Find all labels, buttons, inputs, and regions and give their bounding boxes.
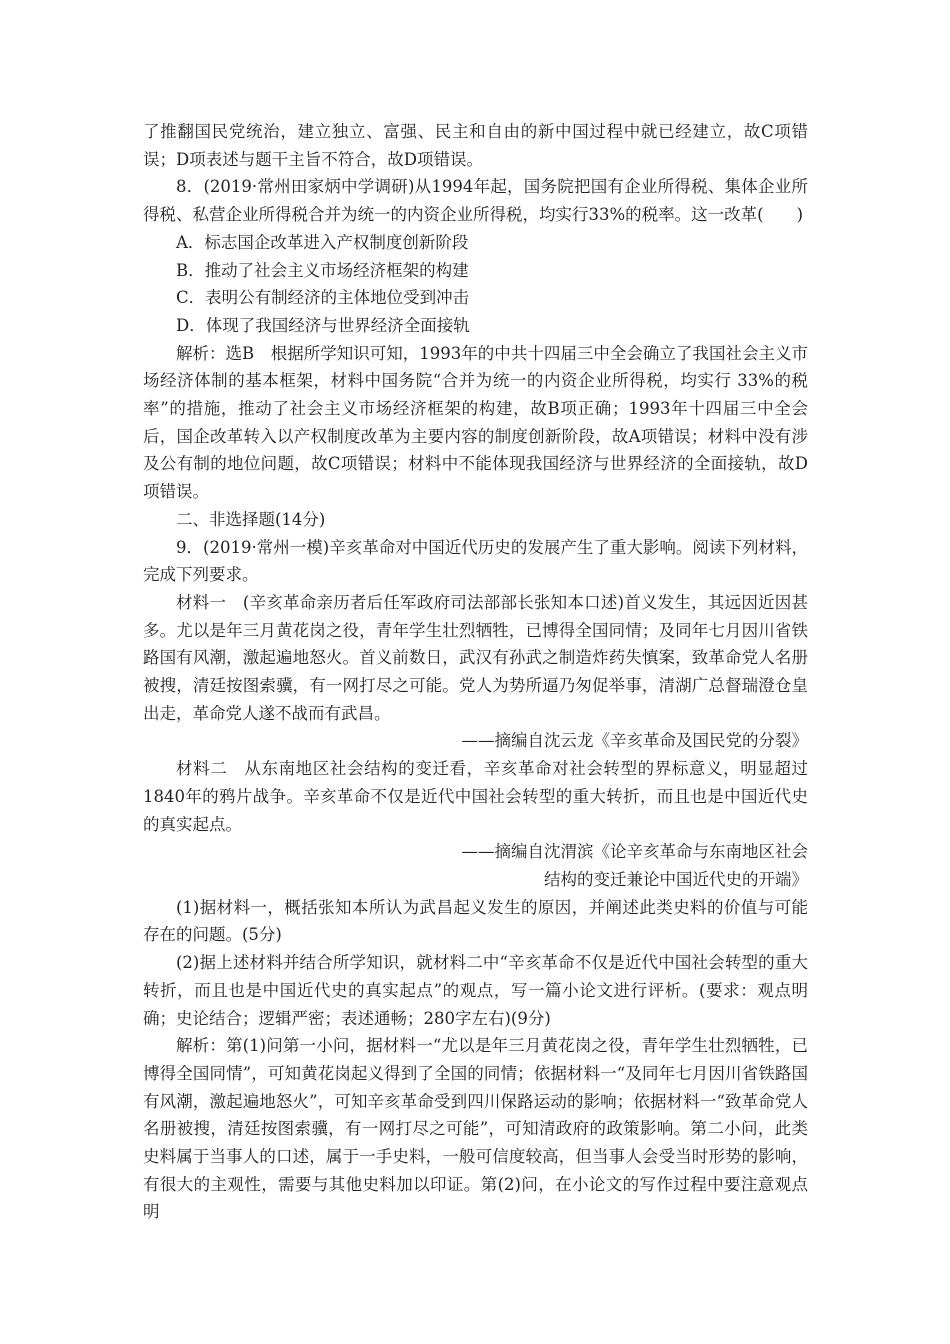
material-one-source: ——摘编自沈云龙《辛亥革命及国民党的分裂》	[461, 731, 808, 751]
option-c: C．表明公有制经济的主体地位受到冲击	[176, 288, 470, 308]
question-9-stem: 9．(2019·常州一模)辛亥革命对中国近代历史的发展产生了重大影响。阅读下列材料，完成下列要求。	[143, 537, 808, 585]
question-8-analysis: 解析：选B 根据所学知识可知，1993年的中共十四届三中全会确立了我国社会主义市场经济体制的基本框架，材料中国务院“合并为统一的内资企业所得税，均实行 33%的税率”的措施，推动了社会主义市场经济框架的构建，故B项正确；1993年十四届三中全会后，国企改革转入以产权制度改革为主要内容的制度创新阶段，故A项错误；材料中没有涉及公有制的地位问题，故C项错误；材料中不能体现我国经济与世界经济的全面接轨，故D项错误。	[143, 343, 808, 502]
option-d: D．体现了我国经济与世界经济全面接轨	[176, 315, 470, 335]
option-a: A．标志国企改革进入产权制度创新阶段	[176, 232, 469, 252]
question-9-part-1: (1)据材料一，概括张知本所认为武昌起义发生的原因，并阐述此类史料的价值与可能存在的问题。(5分)	[143, 897, 808, 945]
question-9-part-2: (2)据上述材料并结合所学知识，就材料二中“辛亥革命不仅是近代中国社会转型的重大转折，而且也是中国近代史的真实起点”的观点，写一篇小论文进行评析。(要求：观点明确；史论结合；逻辑严密；表述通畅；280字左右)(9分)	[143, 953, 808, 1028]
material-one: 材料一 (辛亥革命亲历者后任军政府司法部部长张知本口述)首义发生，其远因近因甚多。尤以是年三月黄花岗之役，青年学生壮烈牺牲，已博得全国同情；及同年七月因川省铁路国有风潮，激起遍地怒火。首义前数日，武汉有孙武之制造炸药失慎案，致革命党人名册被搜，清廷按图索骥，有一网打尽之可能。党人为势所逼乃匆促举事，清湖广总督瑞澄仓皇出走，革命党人遂不战而有武昌。	[143, 592, 808, 723]
material-two-source-line2: 结构的变迁兼论中国近代史的开端》	[544, 869, 808, 889]
question-9-analysis: 解析：第(1)问第一小问，据材料一“尤以是年三月黄花岗之役，青年学生壮烈牺牲，已博得全国同情”，可知黄花岗起义得到了全国的同情；依据材料一“及同年七月因川省铁路国有风潮，激起遍地怒火”，可知辛亥革命受到四川保路运动的影响；依据材料一“致革命党人名册被搜，清廷按图索骥，有一网打尽之可能”，可知清政府的政策影响。第二小问，此类史料属于当事人的口述，属于一手史料，一般可信度较高，但当事人会受当时形势的影响，有很大的主观性，需要与其他史料加以印证。第(2)问，在小论文的写作过程中要注意观点明	[143, 1036, 808, 1222]
section-heading: 二、非选择题(14分)	[176, 509, 326, 529]
paragraph: 了推翻国民党统治，建立独立、富强、民主和自由的新中国过程中就已经建立，故C项错误；D项表述与题干主旨不符合，故D项错误。	[143, 122, 808, 169]
material-two: 材料二 从东南地区社会结构的变迁看，辛亥革命对社会转型的界标意义，明显超过1840年的鸦片战争。辛亥革命不仅是近代中国社会转型的重大转折，而且也是中国近代史的真实起点。	[143, 759, 808, 834]
option-b: B．推动了社会主义市场经济框架的构建	[176, 260, 469, 280]
question-8-stem: 8．(2019·常州田家炳中学调研)从1994年起，国务院把国有企业所得税、集体企业所得税、私营企业所得税合并为统一的内资企业所得税，均实行33%的税率。这一改革( )	[143, 177, 808, 225]
material-two-source-line1: ——摘编自沈渭滨《论辛亥革命与东南地区社会	[461, 842, 808, 862]
document-page	[143, 118, 808, 1226]
